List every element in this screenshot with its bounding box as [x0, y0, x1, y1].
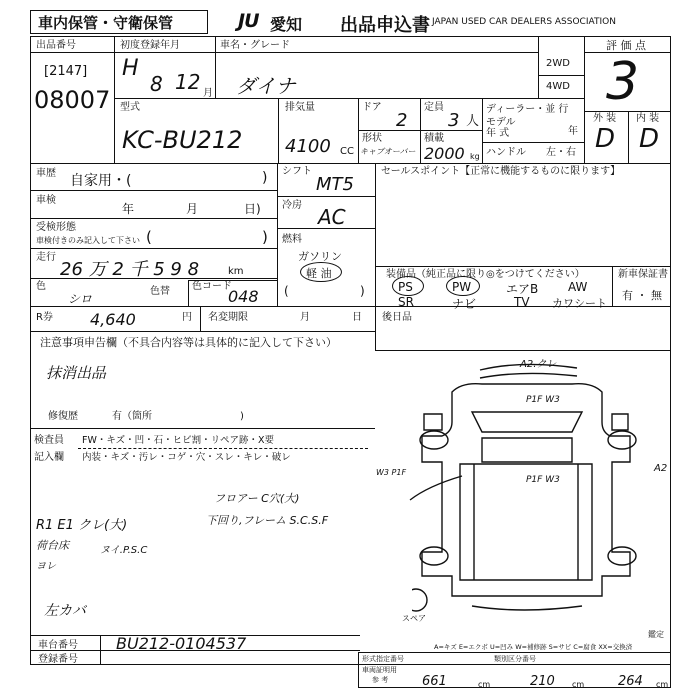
damage-legend: A=キズ E=エクボ U=凹み W=補修跡 S=サビ C=腐食 XX=交換済 [434, 643, 633, 651]
div-line [114, 98, 584, 99]
inspector-note-2: 下回り,フレーム S.C.S.F [206, 514, 329, 527]
dim-label-2: 類別区分番号 [494, 655, 536, 663]
history-label: 車歴 [36, 168, 56, 179]
div-line [30, 428, 375, 429]
repair-close: ) [240, 411, 244, 422]
equip-aw: AW [568, 280, 588, 294]
fuel-gasoline: ガソリン [298, 250, 342, 263]
lot-number: 08007 [34, 86, 111, 114]
diesel-circle [300, 262, 342, 282]
name-change-deadline-label: 名変期限 [208, 312, 248, 323]
equip-tv: TV [514, 295, 530, 309]
registration-era: H [122, 56, 139, 81]
registration-year: 8 [150, 72, 163, 96]
div-line [114, 36, 115, 163]
warranty-options: 有 ・ 無 [622, 289, 662, 302]
mileage-value: 26 万 2 千 5 9 8 [60, 259, 200, 280]
appraisal-label: 鑑定 [648, 630, 664, 639]
ac-label: 冷房 [282, 200, 302, 211]
div-line [215, 36, 216, 98]
acceptance-open: ( [146, 228, 152, 246]
diagram-mark-left: W3 P1F [376, 468, 407, 477]
lot-label: 出品番号 [36, 40, 76, 51]
handle-options: 左・右 [546, 147, 576, 158]
type-label: 型式 [120, 102, 140, 113]
recycle-value: 4,640 [90, 310, 136, 329]
fuel-open: ( [284, 284, 289, 298]
div-line [30, 650, 360, 651]
two-wd-label: 2WD [546, 58, 570, 69]
equip-airbag: エアB [506, 282, 539, 296]
inspector-note-left-4: ヨレ [36, 561, 56, 572]
div-line [375, 163, 376, 306]
div-line [358, 130, 482, 131]
registration-label: 初度登録年月 [120, 40, 180, 51]
history-close: ) [262, 170, 268, 186]
type-value: KC-BU212 [122, 126, 243, 154]
notes-handwritten: 抹消出品 [46, 364, 107, 382]
equip-pw: PW [452, 280, 472, 294]
door-value: 2 [396, 110, 408, 131]
exterior-value: D [595, 124, 616, 154]
pw-circle [446, 276, 480, 296]
fuel-diesel: 軽 油 [306, 267, 332, 280]
inspector-note-left-3: ヌイ.P.S.C [100, 545, 148, 556]
model-year-label2: 年 式 [486, 128, 510, 139]
acceptance-label: 受検形態 [36, 222, 76, 233]
dim-label-1: 形式指定番号 [362, 655, 404, 663]
div-line [200, 306, 201, 331]
ps-circle [392, 276, 424, 296]
div-line [114, 52, 538, 53]
dim-length: 661 [422, 674, 447, 689]
fuel-label: 燃料 [282, 234, 302, 245]
dim-label-4: 参 考 [372, 676, 389, 684]
displacement-unit: CC [340, 146, 354, 157]
displacement-value: 4100 [285, 136, 331, 157]
equip-ps: PS [398, 280, 413, 294]
div-line [30, 163, 671, 164]
div-line [277, 196, 375, 197]
logo-text: 愛知 [270, 15, 303, 34]
inspector-label-1: 検査員 [34, 435, 64, 446]
color-value: シロ [68, 292, 93, 306]
spare-label: スペア [402, 614, 426, 623]
div-line [482, 98, 483, 163]
capacity-label: 定員 [424, 102, 444, 113]
diagram-mark-top: A2.クレ [520, 359, 557, 370]
inspector-note-bottom: 左カバ [44, 603, 86, 619]
equip-seat: カワシート [552, 297, 607, 310]
div-line [375, 350, 671, 351]
diagram-mark-bed: P1F W3 [526, 475, 560, 485]
div-line [584, 36, 585, 163]
lot-code: [2147] [44, 64, 88, 79]
dim-length-unit: cm [478, 680, 491, 689]
capacity-unit: 人 [466, 114, 480, 129]
div-line [30, 190, 277, 191]
load-value: 2000 [424, 144, 465, 163]
chassis-label: 車台番号 [38, 640, 78, 651]
load-label: 積載 [424, 133, 444, 144]
inspection-month: 月 [186, 202, 199, 216]
shift-label: シフト [282, 166, 312, 177]
recycle-label: R券 [36, 312, 53, 323]
sales-point-label: セールスポイント【正常に機能するものに限ります】 [381, 166, 621, 177]
div-line [628, 111, 629, 163]
shape-label: 形状 [362, 133, 382, 144]
div-line [375, 266, 671, 267]
dealer-label: ディーラー・並 行 [486, 104, 569, 115]
ac-value: AC [318, 205, 346, 229]
recycle-unit: 円 [182, 312, 192, 323]
div-line [30, 248, 277, 249]
interior-label: 内 装 [636, 113, 660, 124]
year-unit: 年 [568, 126, 578, 137]
inspection-label: 車検 [36, 195, 56, 206]
acceptance-note: 車検付きのみ記入して下さい [36, 236, 140, 245]
displacement-label: 排気量 [285, 102, 315, 113]
chassis-value: BU212-0104537 [116, 634, 247, 653]
model-year-label: モデル [486, 117, 516, 128]
inspector-label-2: 記入欄 [34, 452, 64, 463]
history-value: 自家用・( [70, 173, 132, 189]
div-line [30, 218, 277, 219]
diagram-mark-right: A2 [654, 463, 668, 474]
rating-value: 3 [606, 52, 640, 112]
div-line [278, 98, 279, 163]
inspector-note-left-2: 荷台床 [36, 539, 69, 552]
plate-label: 登録番号 [38, 654, 78, 665]
equip-sr: SR [398, 295, 414, 309]
equip-navi: ナビ [452, 297, 477, 311]
mileage-label: 走行 [36, 252, 56, 263]
div-line [78, 448, 368, 449]
div-line [612, 266, 613, 306]
dim-width-unit: cm [572, 680, 585, 689]
load-unit: kg [470, 152, 480, 161]
color-code-label: 色コード [192, 281, 232, 292]
warranty-label: 新車保証書 [618, 269, 668, 280]
repair-value: 有（箇所 [112, 411, 152, 422]
ju-logo: JU [238, 10, 259, 32]
interior-value: D [639, 124, 660, 154]
div-line [277, 163, 278, 306]
name-grade-value: ダイナ [236, 74, 296, 98]
shape-value: キャブオーバー [360, 147, 416, 156]
inspector-line-2: 内装・キズ・汚レ・コゲ・穴・スレ・キレ・破レ [82, 452, 291, 463]
registration-month: 12 [175, 70, 201, 94]
dim-label-3: 車両証明用 [362, 666, 397, 674]
repair-label: 修復歴 [48, 411, 78, 422]
shift-value: MT5 [316, 174, 354, 195]
storage-title: 車内保管・守衛保管 [38, 14, 174, 32]
color-label: 色 [36, 281, 46, 292]
diagram-arrow [408, 468, 468, 508]
div-line [538, 75, 584, 76]
div-line [30, 331, 375, 332]
acceptance-close: ) [262, 228, 268, 246]
dim-height: 264 [618, 674, 643, 689]
capacity-value: 3 [448, 110, 460, 131]
div-line [30, 52, 114, 53]
fuel-close: ) [360, 284, 365, 298]
exterior-label: 外 装 [593, 113, 617, 124]
mileage-unit: km [228, 266, 244, 277]
rating-label: 評 価 点 [606, 39, 646, 52]
inspector-note-1: フロアー C穴(大) [214, 492, 300, 505]
form-title: 出品申込書 [340, 15, 430, 36]
name-grade-label: 車名・グレード [220, 40, 290, 51]
month-unit: 月 [203, 88, 213, 99]
equipment-label: 装備品（純正品に限り◎をつけてください） [386, 269, 585, 280]
aftermarket-label: 後日品 [382, 312, 412, 323]
deadline-month: 月 [300, 312, 310, 323]
diagram-mark-cab: P1F W3 [526, 395, 560, 405]
notes-title: 注意事項申告欄（不具合内容等は具体的に記入して下さい） [40, 336, 337, 349]
inspection-day: 日) [244, 202, 261, 216]
div-line [482, 142, 584, 143]
div-line [375, 306, 376, 350]
four-wd-label: 4WD [546, 81, 570, 92]
dim-width: 210 [530, 674, 555, 689]
inspector-note-left-1: R1 E1 クレ(大) [36, 518, 128, 533]
dim-height-unit: cm [656, 680, 669, 689]
deadline-day: 日 [352, 312, 362, 323]
handle-label: ハンドル [486, 147, 526, 158]
door-label: ドア [362, 102, 382, 113]
association-name: JAPAN USED CAR DEALERS ASSOCIATION [432, 17, 616, 27]
color-code-value: 048 [228, 287, 259, 306]
inspector-line-1: FW・キズ・凹・石・ヒビ割・リペア跡・X要 [82, 435, 274, 446]
div-line [538, 36, 539, 98]
inspection-year: 年 [122, 202, 135, 216]
color-change-label: 色替 [150, 286, 170, 297]
